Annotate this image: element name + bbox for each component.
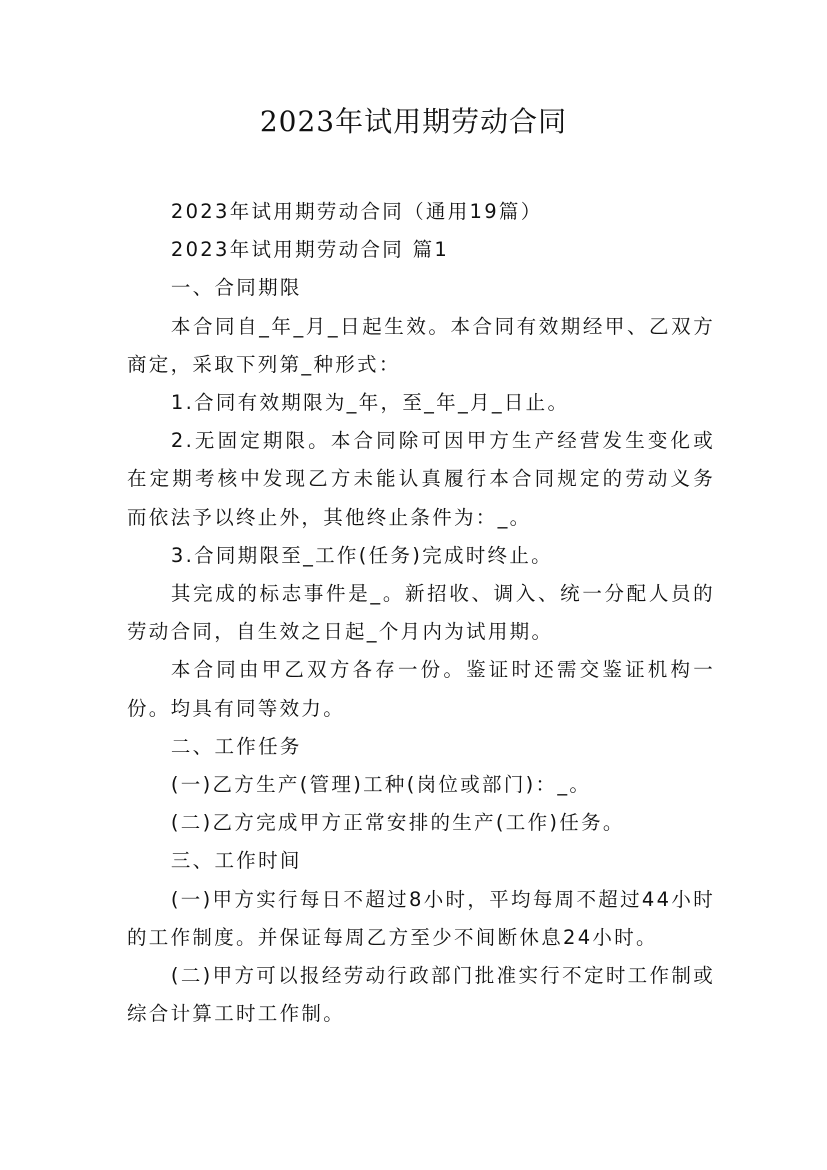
paragraph: (二)乙方完成甲方正常安排的生产(工作)任务。 bbox=[170, 811, 625, 835]
section-heading-contract-term: 一、合同期限 bbox=[170, 276, 302, 300]
section-heading-working-hours: 三、工作时间 bbox=[170, 849, 302, 873]
document-body bbox=[127, 193, 715, 1033]
paragraph: 其完成的标志事件是_。新招收、调入、统一分配人员的劳动合同，自生效之日起_个月内为试用期。 bbox=[127, 582, 715, 644]
article-heading: 2023年试用期劳动合同 篇1 bbox=[170, 238, 450, 262]
paragraph: (一)甲方实行每日不超过8小时，平均每周不超过44小时的工作制度。并保证每周乙方至少不间断休息24小时。 bbox=[127, 887, 715, 949]
document-title: 2023年试用期劳动合同 bbox=[259, 105, 568, 138]
paragraph: 1.合同有效期限为_年，至_年_月_日止。 bbox=[170, 391, 570, 415]
paragraph: 3.合同期限至_工作(任务)完成时终止。 bbox=[170, 543, 553, 567]
paragraph: (一)乙方生产(管理)工种(岗位或部门)：_。 bbox=[170, 773, 592, 797]
paragraph: 本合同自_年_月_日起生效。本合同有效期经甲、乙双方商定，采取下列第_种形式： bbox=[127, 314, 715, 376]
paragraph: (二)甲方可以报经劳动行政部门批准实行不定时工作制或综合计算工时工作制。 bbox=[127, 964, 715, 1026]
doc-subtitle: 2023年试用期劳动合同（通用19篇） bbox=[170, 200, 543, 223]
paragraph: 本合同由甲乙双方各存一份。鉴证时还需交鉴证机构一份。均具有同等效力。 bbox=[127, 658, 715, 720]
paragraph: 2.无固定期限。本合同除可因甲方生产经营发生变化或在定期考核中发现乙方未能认真履行本合同规定的劳动义务而依法予以终止外，其他终止条件为：_。 bbox=[127, 429, 715, 529]
section-heading-work-tasks: 二、工作任务 bbox=[170, 734, 302, 758]
